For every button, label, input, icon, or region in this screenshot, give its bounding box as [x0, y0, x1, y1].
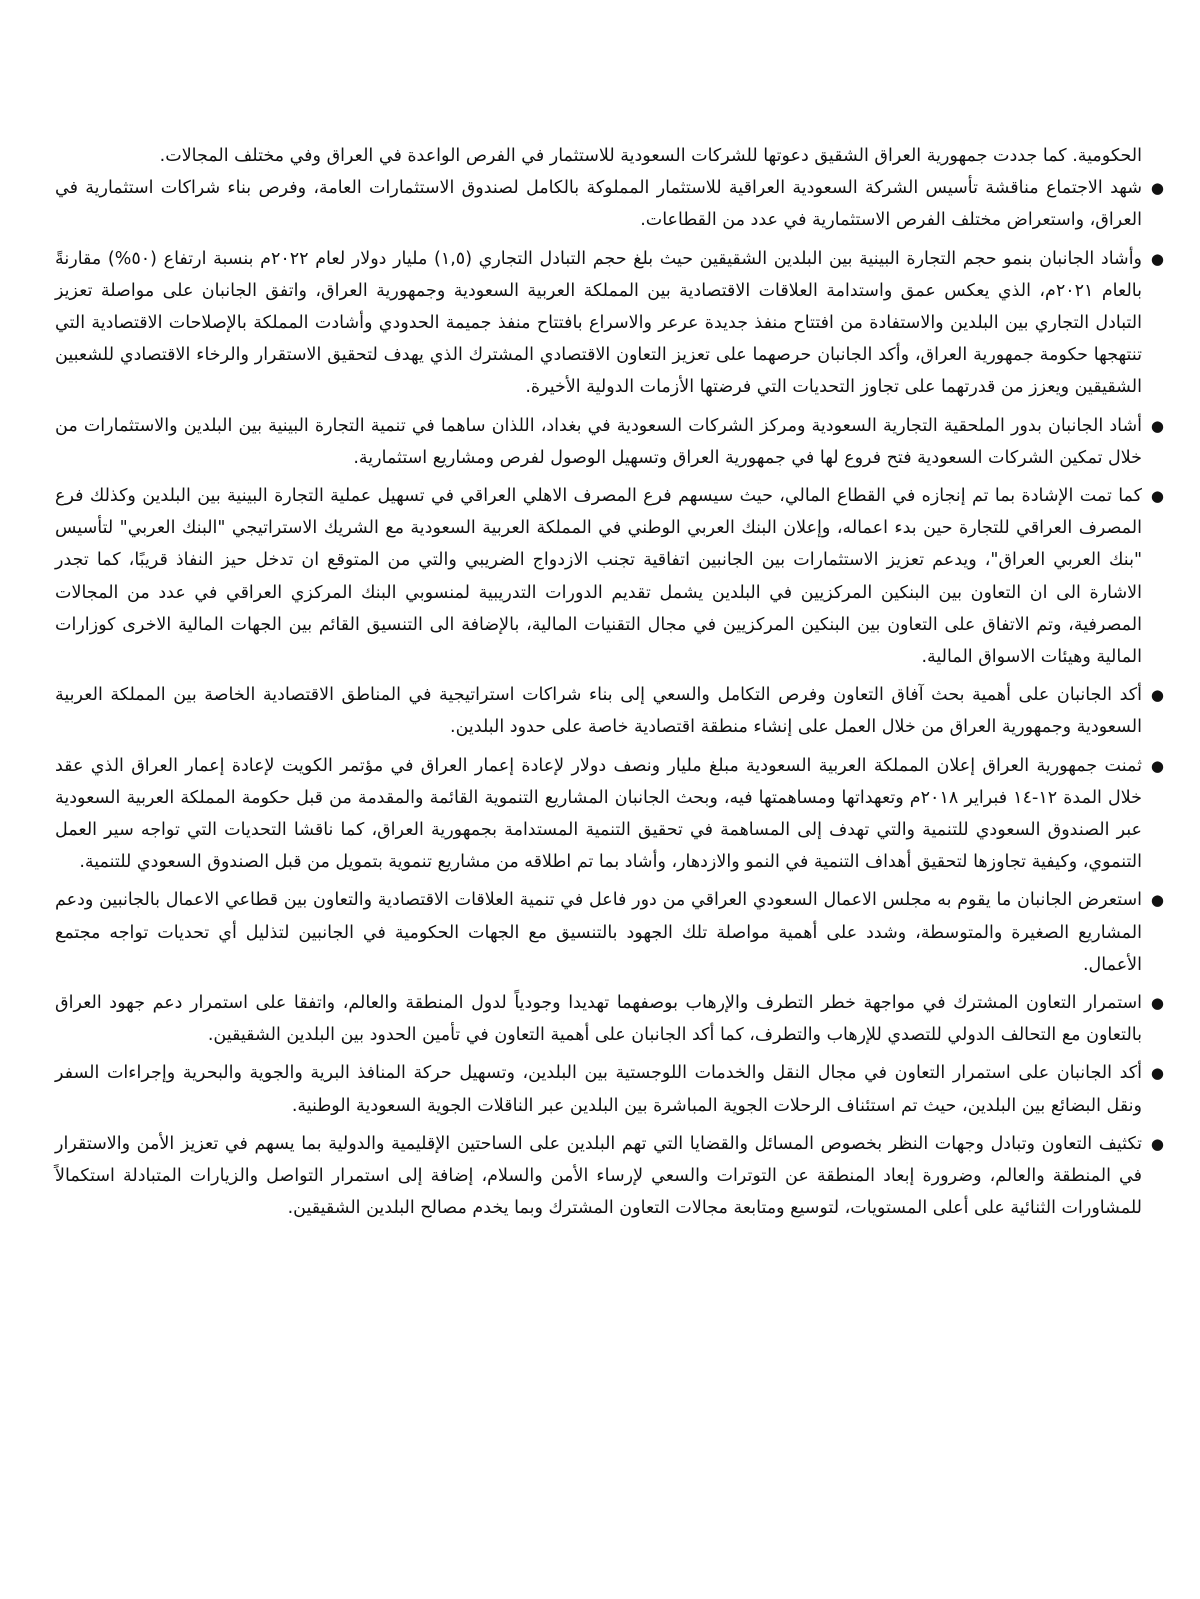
bullet-icon: ●: [1150, 1134, 1164, 1153]
list-item-text: وأشاد الجانبان بنمو حجم التجارة البينية بين البلدين الشقيقين حيث بلغ حجم التبادل التجاري (١,٥) مليار دولار لعام ٢٠٢٢م بنسبة ارتفاع (٥٠%) مقارنةً بالعام ٢٠٢١م، الذي يعكس عمق واستدامة العلاقات الاقتصادية بين المملكة العربية السعودية وجمهورية العراق، واتفق الجانبان على مواصلة تعزيز التبادل التجاري بين البلدين والاستفادة من افتتاح منفذ جديدة عرعر والاسراع بافتتاح منفذ جميمة الحدودي وأشادت المملكة بالإصلاحات الاقتصادية التي تنتهجها حكومة جمهورية العراق، وأكد الجانبان حرصهما على تعزيز التعاون الاقتصادي المشترك الذي يهدف لتحقيق الاستقرار والرخاء الاقتصادي للشعبين الشقيقين ويعزز من قدرتهما على تجاوز التحديات التي فرضتها الأزمات الدولية الأخيرة.: [55, 248, 1143, 398]
list-item-text: كما تمت الإشادة بما تم إنجازه في القطاع المالي، حيث سيسهم فرع المصرف الاهلي العراقي في تسهيل عملية التجارة البينية بين البلدين وكذلك فرع المصرف العراقي للتجارة حين بدء اعماله، وإعلان البنك العربي الوطني في المملكة العربية السعودية مع الشريك الاستراتيجي "البنك العربي" لتأسيس "بنك العربي العراق"، ويدعم تعزيز الاستثمارات بين الجانبين اتفاقية تجنب الازدواج الضريبي والتي من المتوقع ان تدخل حيز النفاذ قريبًا، كما تجدر الاشارة الى ان التعاون بين البنكين المركزيين في البلدين يشمل تقديم الدورات التدريبية لمنسوبي البنك المركزي العراقي في عدد من المجالات المصرفية، وتم الاتفاق على التعاون بين البنكين المركزيين في مجال التقنيات المالية، بالإضافة الى التنسيق القائم بين الجهات المالية الاخرى كوزارات المالية وهيئات الاسواق المالية.: [55, 486, 1142, 668]
bullet-icon: ●: [1150, 994, 1164, 1013]
bullet-icon: ●: [1150, 416, 1164, 435]
bullet-icon: ●: [1150, 1064, 1164, 1083]
list-item-text: أكد الجانبان على استمرار التعاون في مجال النقل والخدمات اللوجستية بين البلدين، وتسهيل حركة المنافذ البرية والجوية والبحرية وإجراءات السفر ونقل البضائع بين البلدين، حيث تم استئناف الرحلات الجوية المباشرة بين البلدين عبر الناقلات الجوية السعودية الوطنية.: [55, 1063, 1142, 1116]
list-item-text: أشاد الجانبان بدور الملحقية التجارية السعودية ومركز الشركات السعودية في بغداد، اللذان ساهما في تنمية التجارة البينية بين البلدين والاستثمارات من خلال تمكين الشركات السعودية فتح فروع لها في جمهورية العراق وتسهيل الوصول لفرص ومشاريع استثمارية.: [55, 415, 1142, 468]
lead-paragraph: الحكومية. كما جددت جمهورية العراق الشقيق دعوتها للشركات السعودية للاستثمار في الفرص الواعدة في العراق وفي مختلف المجالات.: [159, 146, 1142, 166]
list-item-text: شهد الاجتماع مناقشة تأسيس الشركة السعودية العراقية للاستثمار المملوكة بالكامل لصندوق الاستثمارات العامة، وفرص بناء شراكات استثمارية في العراق، واستعراض مختلف الفرص الاستثمارية في عدد من القطاعات.: [55, 178, 1142, 231]
bullet-icon: ●: [1150, 686, 1164, 705]
list-item: [55, 172, 1164, 236]
bullet-icon: ●: [1150, 891, 1164, 910]
bullet-icon: ●: [1150, 249, 1164, 268]
list-item: [55, 1057, 1164, 1121]
list-item: [55, 679, 1164, 743]
list-item-text: استمرار التعاون المشترك في مواجهة خطر التطرف والإرهاب بوصفهما تهديدا وجودياً لدول المنطقة والعالم، واتفقا على استمرار دعم جهود العراق بالتعاون مع التحالف الدولي للتصدي للإرهاب والتطرف، كما أكد الجانبان على أهمية التعاون في تأمين الحدود بين البلدين الشقيقين.: [55, 993, 1142, 1046]
list-item: [55, 884, 1164, 981]
list-item: [55, 480, 1164, 673]
list-item: [55, 243, 1164, 404]
bullet-icon: ●: [1150, 179, 1164, 198]
list-item-text: تكثيف التعاون وتبادل وجهات النظر بخصوص المسائل والقضايا التي تهم البلدين على الساحتين الإقليمية والدولية بما يسهم في تعزيز الأمن والاستقرار في المنطقة والعالم، وضرورة إبعاد المنطقة عن التوترات والسعي لإرساء الأمن والسلام، إضافة إلى استمرار التواصل والزيارات المتبادلة استكمالاً للمشاورات الثنائية على أعلى المستويات، لتوسيع ومتابعة مجالات التعاون المشترك وبما يخدم مصالح البلدين الشقيقين.: [55, 1133, 1142, 1219]
list-item: [55, 410, 1164, 474]
bullet-icon: ●: [1150, 756, 1164, 775]
document-page: [55, 140, 1164, 1231]
list-item-text: ثمنت جمهورية العراق إعلان المملكة العربية السعودية مبلغ مليار ونصف دولار لإعادة إعمار العراق في مؤتمر الكويت لإعادة إعمار العراق الذي عقد خلال المدة ١٢-١٤ فبراير ٢٠١٨م وتعهداتها ومساهمتها فيه، وبحث الجانبان المشاريع التنموية القائمة والمقدمة من قبل حكومة المملكة العربية السعودية عبر الصندوق السعودي للتنمية والتي تهدف إلى المساهمة في تحقيق التنمية المستدامة بجمهورية العراق، كما ناقشا التحديات التي تواجه سير العمل التنموي، وكيفية تجاوزها لتحقيق أهداف التنمية في النمو والازدهار، وأشاد بما تم اطلاقه من مشاريع تنموية بتمويل من قبل الصندوق السعودي للتنمية.: [55, 755, 1142, 873]
list-item: [55, 987, 1164, 1051]
list-item-text: أكد الجانبان على أهمية بحث آفاق التعاون وفرص التكامل والسعي إلى بناء شراكات استراتيجية في المناطق الاقتصادية الخاصة بين المملكة العربية السعودية وجمهورية العراق من خلال العمل على إنشاء منطقة اقتصادية خاصة على حدود البلدين.: [55, 685, 1142, 738]
bullet-list: [55, 172, 1164, 1224]
list-item-text: استعرض الجانبان ما يقوم به مجلس الاعمال السعودي العراقي من دور فاعل في تنمية العلاقات الاقتصادية والتعاون بين قطاعي الاعمال بالجانبين ودعم المشاريع الصغيرة والمتوسطة، وشدد على أهمية مواصلة تلك الجهود بالتنسيق مع الجهات الحكومية في الجانبين لتذليل أي تحديات تواجه مجتمع الأعمال.: [55, 890, 1142, 975]
list-item: [55, 750, 1164, 879]
bullet-icon: ●: [1150, 487, 1164, 506]
list-item: [55, 1128, 1164, 1225]
